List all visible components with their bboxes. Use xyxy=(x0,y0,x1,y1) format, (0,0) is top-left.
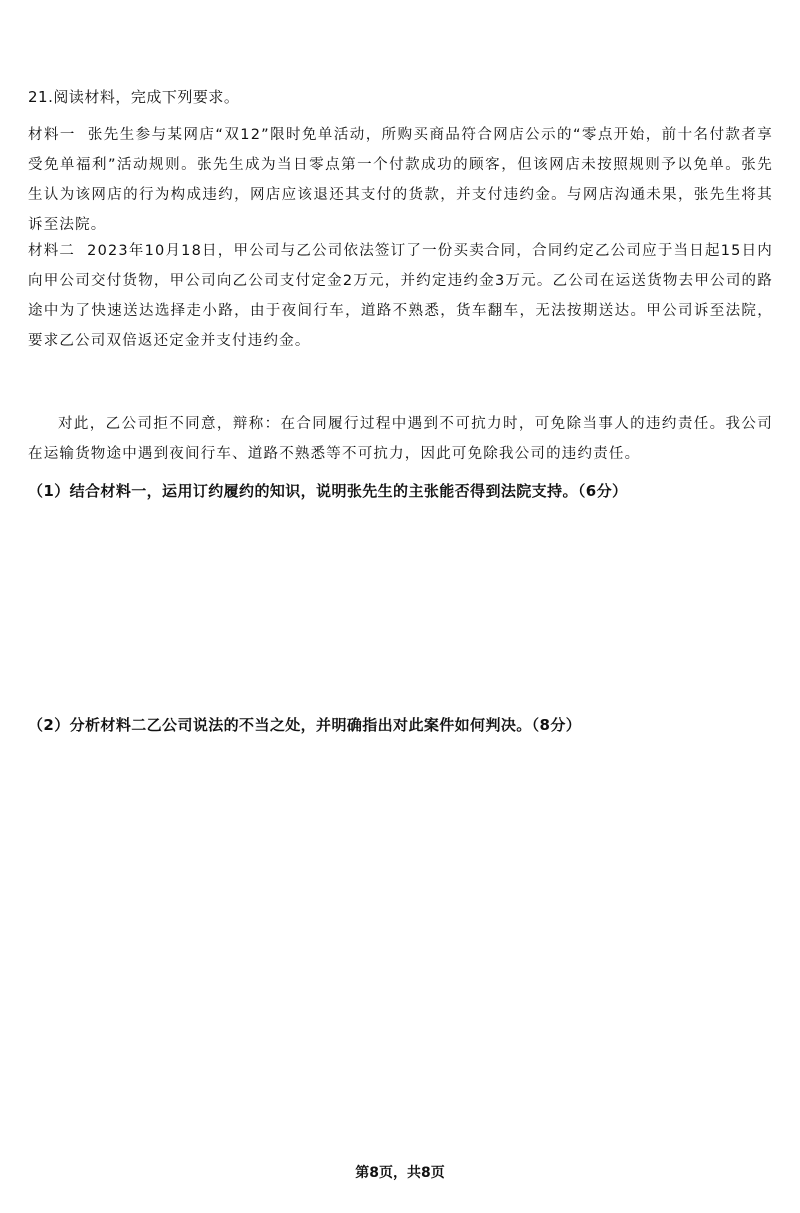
material-two xyxy=(28,236,773,356)
material-one-text: 张先生参与某网店“双12”限时免单活动，所购买商品符合网店公示的“零点开始，前十名付款者享受免单福利”活动规则。张先生成为当日零点第一个付款成功的顾客，但该网店未按照规则予以免单。张先生认为该网店的行为构成违约，网店应该退还其支付的货款，并支付违约金。与网店沟通未果，张先生将其诉至法院。 xyxy=(28,127,773,233)
sub-question-2: （2）分析材料二乙公司说法的不当之处，并明确指出对此案件如何判决。（8分） xyxy=(28,716,582,734)
material-two-text: 2023年10月18日，甲公司与乙公司依法签订了一份买卖合同，合同约定乙公司应于当日起15日内向甲公司交付货物，甲公司向乙公司支付定金2万元，并约定违约金3万元。乙公司在运送货物去甲公司的路途中为了快速送达选择走小路，由于夜间行车，道路不熟悉，货车翻车，无法按期送达。甲公司诉至法院，要求乙公司双倍返还定金并支付违约金。 xyxy=(28,243,773,349)
question-title: 21.阅读材料，完成下列要求。 xyxy=(28,88,240,106)
answer-area-1[interactable] xyxy=(28,510,773,700)
sub-question-1: （1）结合材料一，运用订约履约的知识，说明张先生的主张能否得到法院支持。（6分） xyxy=(28,482,628,500)
page-number: 第8页，共8页 xyxy=(355,1165,445,1181)
material-two-rebuttal: 对此，乙公司拒不同意，辩称：在合同履行过程中遇到不可抗力时，可免除当事人的违约责任。我公司在运输货物途中遇到夜间行车、道路不熟悉等不可抗力，因此可免除我公司的违约责任。 xyxy=(28,416,773,462)
answer-area-2[interactable] xyxy=(28,744,773,1144)
material-two-label: 材料二 xyxy=(28,243,76,259)
material-one-label: 材料一 xyxy=(28,127,76,143)
material-one xyxy=(28,120,773,240)
